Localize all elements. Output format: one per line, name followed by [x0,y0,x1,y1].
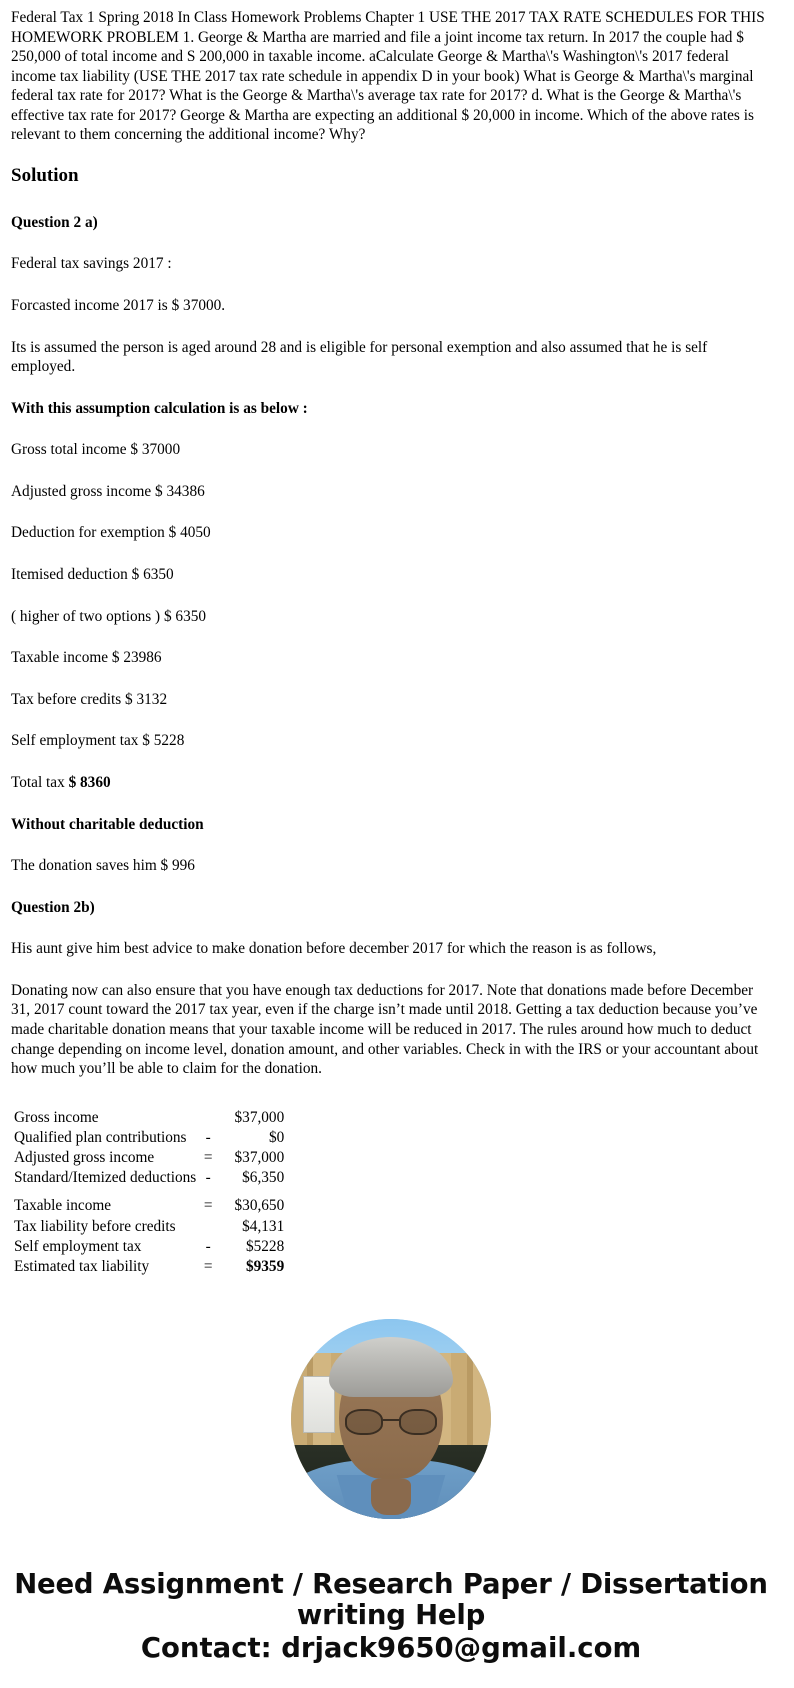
table-row [14,1257,284,1277]
assumption-line: Its is assumed the person is aged around 28 and is eligible for personal exemption and also assumed that he is self employed. [11,338,708,376]
row-operator [198,1217,218,1237]
avatar-neck [371,1479,411,1515]
row-operator: = [203,1197,213,1215]
footer-contact: Contact: drjack9650@gmail.com [140,1631,642,1664]
avatar [291,1319,491,1519]
row-value: $37,000 [234,1149,285,1167]
row-label: Taxable income [14,1197,112,1215]
row-value: $4,131 [242,1217,285,1235]
homework-prompt: Federal Tax 1 Spring 2018 In Class Homework Problems Chapter 1 USE THE 2017 TAX RATE SCHEDULES FOR THIS HOMEWORK PROBLEM 1. George & Martha are married and file a joint income tax return. In 2017 the couple had $ 250,000 of total income and S 200,000 in taxable income. aCalculate George & Martha\'s Washington\'s 2017 federal income tax liability (USE THE 2017 tax rate schedule in appendix D in your book) What is George & Martha\'s marginal federal tax rate for 2017? What is the George & Martha\'s average tax rate for 2017? d. What is the George & Martha\'s effective tax rate for 2017? George & Martha are expecting an additional $ 20,000 in income. Which of the above rates is relevant to them concerning the additional income? Why? [11,9,765,144]
calculation-line: Self employment tax $ 5228 [11,732,185,750]
row-label: Estimated tax liability [14,1258,150,1276]
footer [8,1569,774,1687]
forecast-income-line: Forcasted income 2017 is $ 37000. [11,297,226,314]
solution-heading: Solution [11,165,79,187]
donating-paragraph: Donating now can also ensure that you have enough tax deductions for 2017. Note that donations made before December 31, 2017 count toward the 2017 tax year, even if the charge isn’t made until 2018. Getting a tax deduction because you’ve made charitable donation means that your taxable income will be reduced in 2017. The rules around how much to deduct change depending on income level, donation amount, and other variables. Check in with the IRS or your accountant about how much you’ll be able to claim for the donation. [11,981,759,1078]
row-label: Gross income [14,1108,99,1126]
calculation-line: Deduction for exemption $ 4050 [11,524,211,542]
row-operator: = [203,1149,213,1167]
row-label: Self employment tax [14,1237,142,1255]
calculation-line: Itemised deduction $ 6350 [11,566,174,584]
donation-saves-line: The donation saves him $ 996 [11,857,195,875]
table-row [14,1168,284,1188]
row-value: $37,000 [234,1108,285,1126]
glasses-icon [345,1409,383,1435]
row-label: Adjusted gross income [14,1149,155,1167]
calculation-line: Taxable income $ 23986 [11,649,162,667]
row-operator: - [205,1128,211,1146]
total-tax-value: $ 8360 [68,773,111,791]
row-operator: = [203,1258,213,1276]
row-value: $30,650 [234,1197,285,1215]
total-tax-line [11,762,774,804]
row-operator: - [205,1237,211,1255]
calculation-line: Gross total income $ 37000 [11,441,181,459]
question-2b-heading: Question 2b) [11,898,95,916]
row-operator: - [205,1169,211,1187]
calculation-line: Adjusted gross income $ 34386 [11,482,205,500]
footer-headline: Need Assignment / Research Paper / Dissertation writing Help [14,1568,768,1632]
question-2a-heading: Question 2 a) [11,213,98,231]
table-row [14,1217,284,1237]
row-label: Standard/Itemized deductions [14,1169,197,1187]
row-label: Tax liability before credits [14,1217,176,1235]
aunt-advice-line: His aunt give him best advice to make donation before december 2017 for which the reason is as follows, [11,940,657,958]
table-row [14,1108,284,1128]
glasses-bridge [383,1419,399,1421]
assumption-heading: With this assumption calculation is as below : [11,399,308,417]
row-label: Qualified plan contributions [14,1128,187,1146]
glasses-icon [399,1409,437,1435]
row-value: $5228 [245,1237,285,1255]
tax-summary-table [14,1108,284,1278]
table-row [14,1128,284,1148]
avatar-container [8,1319,774,1531]
total-tax-label: Total tax [11,773,65,791]
table-row [14,1188,284,1216]
row-value: $6,350 [242,1169,285,1187]
row-value: $0 [268,1128,285,1146]
row-value: $9359 [245,1258,285,1276]
tax-table-body [14,1108,284,1278]
table-row [14,1148,284,1168]
table-row [14,1237,284,1257]
without-charitable-heading: Without charitable deduction [11,815,204,833]
calculation-line: ( higher of two options ) $ 6350 [11,607,207,625]
row-operator [198,1108,218,1128]
calculation-line: Tax before credits $ 3132 [11,690,168,708]
federal-tax-savings-line: Federal tax savings 2017 : [11,255,172,273]
